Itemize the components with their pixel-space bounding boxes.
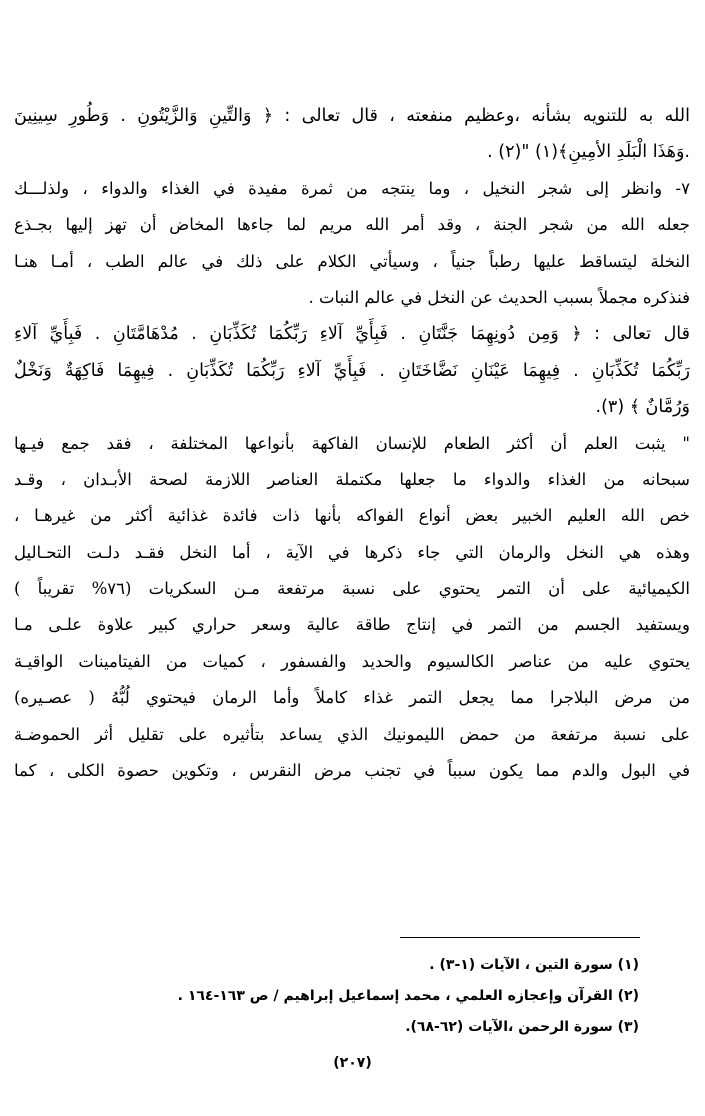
text-line: يحتوي عليه من عناصر الكالسيوم والحديد والفسفور ، كميات من الفيتامينات الواقيـة <box>14 651 690 671</box>
text-line: جعله الله من شجر الجنة ، وقد أمر الله مريم لما جاءها المخاض أن تهز إليها بجـذع <box>14 215 690 235</box>
text-line: في البول والدم مما يكون سبباً في تجنب مرض النقرس ، وتكوين حصوة الكلى ، كما <box>14 761 690 781</box>
text-line: " يثبت العلم أن أكثر الطعام للإنسان الفاكهة بأنواعها المختلفة ، فقد جمع فيـها <box>14 433 690 453</box>
text-line: النخلة ليتساقط عليها رطباً جنياً ، وسيأتي الكلام على ذلك في عالم الطب ، أمـا هنـا <box>14 251 690 271</box>
text-line: .وَهَذَا الْبَلَدِ الأمِينِ﴾(١) "(٢) . <box>487 142 690 163</box>
body-text <box>14 98 690 789</box>
footnote-2: (٢) القرآن وإعجازه العلمي ، محمد إسماعيل إبراهيم / ص ١٦٣-١٦٤ . <box>177 988 639 1004</box>
page-number: (٢٠٧) <box>333 1055 372 1071</box>
text-line: وَرُمَّانٌ ﴾ (٣). <box>595 397 690 418</box>
footnote-1: (١) سورة التين ، الآيات (١-٣) . <box>429 957 639 973</box>
text-line: الله به للتنويه بشأنه ،وعظيم منفعته ، قال تعالى : ﴿ وَالتِّينِ وَالزَّيْتُونِ . وَطُورِ سِينِينَ <box>14 106 690 126</box>
text-line: ويستفيد الجسم من التمر في إنتاج طاقة عالية وسعر حراري كبير علاوة علـى مـا <box>14 615 690 635</box>
footnote-divider <box>400 937 640 938</box>
text-line: وهذه هي النخل والرمان التي جاء ذكرها في الآية ، أما النخل فقـد دلـت التحـاليل <box>14 542 690 562</box>
text-line: من مرض البلاجرا مما يجعل التمر غذاء كاملاً وأما الرمان فيحتوي لُبُّهُ ( عصـيره) <box>14 688 690 708</box>
text-line: رَبِّكُمَا تُكَذِّبَانِ . فِيهِمَا عَيْنَانِ نَضَّاخَتَانِ . فَبِأَيِّ آلاءِ رَبِّكُمَا تُكَذِّبَانِ . فِيهِمَا فَاكِهَةٌ وَنَخْلٌ <box>14 360 690 381</box>
text-line: على نسبة مرتفعة من حمض الليمونيك الذي يساعد بتأثيره على تقليل أثر الحموضـة <box>14 724 690 744</box>
text-line: فنذكره مجملاً بسبب الحديث عن النخل في عالم النبات . <box>308 287 690 307</box>
text-line: سبحانه من الغذاء والدواء ما جعلها مكتملة العناصر اللازمة لصحة الأبـدان ، وقـد <box>14 469 690 489</box>
text-line: ٧- وانظر إلى شجر النخيل ، وما ينتجه من ثمرة مفيدة في الغذاء والدواء ، ولذلـــك <box>14 178 690 198</box>
text-line: الكيميائية على أن التمر يحتوي على نسبة مرتفعة مـن السكريات (٧٦% تقريباً ) <box>14 579 690 599</box>
footnotes <box>79 950 639 1043</box>
text-line: قال تعالى : ﴿ وَمِن دُونِهِمَا جَنَّتَانِ . فَبِأَيِّ آلاءِ رَبِّكُمَا تُكَذِّبَانِ . مُدْهَامَّتَانِ . فَبِأَيِّ آلاءِ <box>14 324 690 345</box>
text-line: خص الله العليم الخبير بعض أنواع الفواكه بأنها ذات فائدة غذائية أكثر من غيرهـا ، <box>14 506 690 526</box>
footnote-3: (٣) سورة الرحمن ،الآيات (٦٢-٦٨). <box>405 1019 639 1035</box>
